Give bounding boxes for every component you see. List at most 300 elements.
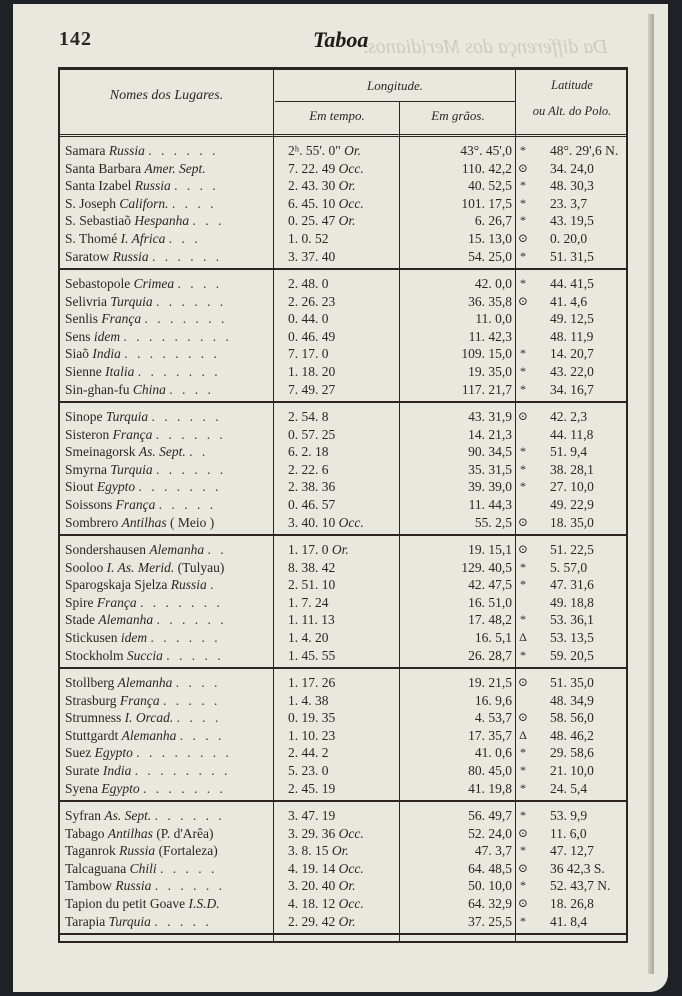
longitude-direction: Occ. <box>338 514 364 530</box>
place-name: Stockholm <box>65 647 124 663</box>
page-number: 142 <box>59 28 92 50</box>
place-name: Syena <box>65 780 98 796</box>
circled-dot-icon: ⊙ <box>517 710 529 725</box>
longitude-time: 8. 38. 42 <box>288 559 336 575</box>
asterisk-icon: * <box>520 559 526 574</box>
table-group <box>60 402 626 536</box>
table-row <box>60 842 626 860</box>
table-row <box>60 825 626 843</box>
leader-dots: . . . . . . . <box>140 594 223 610</box>
page-edge-shadow <box>648 14 654 974</box>
circled-dot-icon: ⊙ <box>517 675 529 689</box>
table-row <box>60 230 626 248</box>
longitude-time-cell <box>288 230 403 248</box>
table-row <box>60 514 626 532</box>
longitude-degrees: 64. 48,5 <box>468 860 512 876</box>
longitude-time-cell <box>288 709 403 727</box>
longitude-time-cell <box>288 842 403 860</box>
place-cell <box>65 160 273 178</box>
leader-dots: . . . . . . <box>156 612 227 628</box>
place-cell <box>65 576 273 594</box>
place-region: Russia <box>134 178 171 194</box>
longitude-time: 1. 18. 20 <box>288 364 336 379</box>
leader-dots: . . . <box>192 213 225 229</box>
place-extra: ( Meio ) <box>170 514 215 530</box>
page-title: Taboa <box>313 27 369 52</box>
asterisk-icon: * <box>520 913 526 928</box>
leader-dots: . . . . <box>175 675 221 690</box>
place-name: Suez <box>65 745 92 761</box>
place-extra: (P. d'Arêa) <box>156 825 214 841</box>
place-region: Russia <box>119 843 156 859</box>
asterisk-icon: * <box>520 364 526 378</box>
longitude-time-cell <box>288 762 403 780</box>
place-cell <box>65 860 273 878</box>
longitude-degrees: 16. 51,0 <box>468 594 512 610</box>
leader-dots: . . . <box>168 231 201 246</box>
circled-dot-icon: ⊙ <box>517 231 529 245</box>
longitude-time-cell <box>288 877 403 895</box>
place-name: Sondershausen <box>65 542 146 557</box>
place-cell <box>65 559 273 577</box>
longitude-time: 0. 19. 35 <box>288 710 336 726</box>
leader-dots: . . . . . . <box>156 293 227 309</box>
meridian-table <box>58 67 628 943</box>
longitude-time: 0. 46. 49 <box>288 328 336 344</box>
latitude: 43. 22,0 <box>550 364 594 379</box>
asterisk-icon: * <box>520 612 526 627</box>
longitude-time-cell <box>288 478 403 496</box>
longitude-time-cell <box>288 142 403 160</box>
longitude-time-cell <box>288 692 403 710</box>
place-region: França <box>112 426 153 442</box>
place-region: I. Africa <box>120 231 166 246</box>
longitude-time-cell <box>288 895 403 913</box>
place-cell <box>65 744 273 762</box>
longitude-direction: Or. <box>338 178 356 194</box>
table-row <box>60 576 626 594</box>
latitude: 51. 9,4 <box>550 444 588 460</box>
table-header <box>60 70 626 137</box>
place-cell <box>65 230 273 248</box>
longitude-time-cell <box>288 576 403 594</box>
longitude-degrees: 41. 0,6 <box>474 745 512 761</box>
longitude-degrees: 11. 44,3 <box>468 497 512 512</box>
place-region: França <box>96 594 137 610</box>
latitude: 36 42,3 S. <box>550 860 605 876</box>
longitude-time-cell <box>288 807 403 825</box>
latitude: 18. 35,0 <box>550 514 594 530</box>
asterisk-icon: * <box>520 444 526 459</box>
place-name: Santa Barbara <box>65 160 142 176</box>
table-row <box>60 807 626 825</box>
latitude: 58. 56,0 <box>550 710 594 726</box>
longitude-degrees: 4. 53,7 <box>474 710 512 726</box>
longitude-degrees: 39. 39,0 <box>468 479 512 495</box>
place-region: Russia <box>115 878 152 894</box>
latitude: 51. 22,5 <box>550 542 594 557</box>
longitude-time: 2. 51. 10 <box>288 577 336 593</box>
leader-dots: . . . . . . . . <box>124 346 220 362</box>
longitude-time-cell <box>288 160 403 178</box>
table-row <box>60 345 626 363</box>
table-group <box>60 801 626 935</box>
longitude-time: 7. 49. 27 <box>288 381 336 397</box>
place-cell <box>65 629 273 647</box>
place-extra: (Fortaleza) <box>158 843 218 859</box>
table-row <box>60 381 626 399</box>
place-cell <box>65 674 273 692</box>
longitude-time: 2. 38. 36 <box>288 479 336 495</box>
longitude-time-cell <box>288 195 403 213</box>
asterisk-icon: * <box>520 878 526 893</box>
leader-dots: . . . . . <box>166 647 224 663</box>
place-cell <box>65 212 273 230</box>
place-name: Sooloo <box>65 559 104 575</box>
leader-dots: . . . . . . . <box>138 479 222 495</box>
latitude: 48. 11,9 <box>550 328 594 344</box>
circled-dot-icon: ⊙ <box>517 860 529 875</box>
place-region: França <box>119 692 160 708</box>
longitude-time: 3. 20. 40 <box>288 878 336 894</box>
longitude-time-cell <box>288 780 403 798</box>
table-row <box>60 913 626 931</box>
longitude-time: 2. 54. 8 <box>288 409 329 424</box>
place-region: Alemanha <box>117 675 173 690</box>
place-region: India <box>92 346 121 362</box>
longitude-time: 2. 43. 30 <box>288 178 336 194</box>
longitude-time-cell <box>288 559 403 577</box>
longitude-direction: Occ. <box>338 825 364 841</box>
place-cell <box>65 762 273 780</box>
asterisk-icon: * <box>520 213 526 228</box>
place-region: Hespanha <box>134 213 190 229</box>
latitude: 29. 58,6 <box>550 745 594 761</box>
header-names: Nomes dos Lugares. <box>109 88 224 103</box>
longitude-time: 2. 29. 42 <box>288 913 336 929</box>
place-region: Californ. <box>119 195 169 211</box>
table-group <box>60 535 626 669</box>
place-region: India <box>102 763 132 778</box>
place-cell <box>65 195 273 213</box>
table-group <box>60 668 626 802</box>
place-region: França <box>115 497 156 512</box>
table-row <box>60 541 626 559</box>
latitude: 18. 26,8 <box>550 896 594 911</box>
place-cell <box>65 594 273 612</box>
place-name: Samara <box>65 143 106 158</box>
longitude-time: 1. 4. 20 <box>288 630 329 645</box>
longitude-time: 5. 23. 0 <box>288 763 329 778</box>
place-cell <box>65 842 273 860</box>
place-name: Sebastopole <box>65 276 131 291</box>
header-longitude: Longitude. <box>367 78 423 93</box>
header-latitude: Latitude <box>551 78 593 92</box>
leader-dots: . . . . . . <box>152 248 223 264</box>
longitude-degrees: 26. 28,7 <box>468 647 512 663</box>
table-row <box>60 674 626 692</box>
longitude-time: 1. 7. 24 <box>288 594 329 610</box>
latitude: 49. 12,5 <box>550 311 594 327</box>
table-row <box>60 142 626 160</box>
leader-dots: . . . . . . <box>154 808 225 823</box>
asterisk-icon: * <box>520 577 526 592</box>
latitude: 23. 3,7 <box>550 195 588 211</box>
place-name: Stickusen <box>65 630 118 645</box>
place-cell <box>65 293 273 311</box>
place-region: Turquia <box>110 461 153 477</box>
longitude-time-cell <box>288 212 403 230</box>
table-row <box>60 647 626 665</box>
place-name: Smyrna <box>65 461 107 477</box>
longitude-degrees: 80. 45,0 <box>468 763 512 778</box>
latitude: 53. 13,5 <box>550 630 594 645</box>
longitude-time: 1. 4. 38 <box>288 692 329 708</box>
longitude-time-cell <box>288 248 403 266</box>
table-row <box>60 877 626 895</box>
table-row <box>60 293 626 311</box>
longitude-degrees: 6. 26,7 <box>474 213 512 229</box>
place-region: I. As. Merid. <box>106 559 175 575</box>
header-em-tempo: Em tempo. <box>309 108 365 123</box>
leader-dots: . . <box>207 542 227 557</box>
table-row <box>60 212 626 230</box>
longitude-time: 0. 57. 25 <box>288 426 336 442</box>
place-region: Russia <box>108 143 145 158</box>
table-row <box>60 692 626 710</box>
latitude: 41. 4,6 <box>550 293 588 309</box>
place-cell <box>65 807 273 825</box>
longitude-degrees: 43°. 45',0 <box>460 143 512 158</box>
place-region: Turquia <box>110 293 153 309</box>
longitude-direction: Occ. <box>338 860 364 876</box>
longitude-time-cell <box>288 408 403 426</box>
table-row <box>60 762 626 780</box>
leader-dots: . . . . . . . <box>137 364 221 379</box>
latitude: 49. 18,8 <box>550 594 594 610</box>
leader-dots: . . <box>189 444 209 460</box>
leader-dots: . . . . . <box>163 692 221 708</box>
leader-dots: . . . . . . . . <box>136 745 232 761</box>
asterisk-icon: * <box>520 143 526 157</box>
longitude-degrees: 56. 49,7 <box>468 808 512 823</box>
place-region: I. Orcad. <box>124 710 174 726</box>
table-row <box>60 195 626 213</box>
longitude-time: 3. 8. 15 <box>288 843 329 859</box>
latitude: 44. 41,5 <box>550 276 594 291</box>
circled-dot-icon: ⊙ <box>517 542 529 556</box>
place-name: S. Joseph <box>65 195 117 211</box>
place-name: Smeinagorsk <box>65 444 136 460</box>
place-cell <box>65 478 273 496</box>
longitude-time: 7. 17. 0 <box>288 346 329 362</box>
longitude-time: 3. 29. 36 <box>288 825 336 841</box>
table-group <box>60 136 626 270</box>
longitude-degrees: 40. 52,5 <box>468 178 512 194</box>
longitude-degrees: 37. 25,5 <box>468 913 512 929</box>
place-name: Tapion du petit Goave <box>65 896 186 911</box>
place-extra: (Tulyau) <box>177 559 225 575</box>
table-row <box>60 780 626 798</box>
latitude: 43. 19,5 <box>550 213 594 229</box>
longitude-degrees: 36. 35,8 <box>468 293 512 309</box>
longitude-time-cell <box>288 345 403 363</box>
longitude-time-cell <box>288 293 403 311</box>
longitude-time: 3. 40. 10 <box>288 514 336 530</box>
latitude: 38. 28,1 <box>550 461 594 477</box>
place-cell <box>65 895 273 913</box>
table-row <box>60 709 626 727</box>
longitude-time: 1. 10. 23 <box>288 727 336 743</box>
longitude-degrees: 16. 5,1 <box>474 630 512 645</box>
leader-dots: . . . . . . <box>155 426 226 442</box>
latitude: 53. 36,1 <box>550 612 594 628</box>
longitude-time: 4. 19. 14 <box>288 860 336 876</box>
longitude-time: 2. 22. 6 <box>288 461 329 477</box>
longitude-degrees: 52. 24,0 <box>468 825 512 841</box>
longitude-time: 1. 45. 55 <box>288 647 336 663</box>
place-cell <box>65 248 273 266</box>
place-name: Sens <box>65 328 91 344</box>
place-region: Alemanha <box>98 612 154 628</box>
longitude-degrees: 19. 15,1 <box>468 542 512 557</box>
circled-dot-icon: ⊙ <box>517 409 529 423</box>
circled-dot-icon: ⊙ <box>517 514 529 529</box>
longitude-degrees: 14. 21,3 <box>468 426 512 442</box>
place-region: As. Sept. <box>104 808 152 823</box>
asterisk-icon: * <box>520 647 526 662</box>
latitude: 51. 35,0 <box>550 675 594 690</box>
place-region: As. Sept. <box>138 444 186 460</box>
longitude-time: 2. 45. 19 <box>288 780 336 796</box>
circled-dot-icon: ⊙ <box>517 160 529 175</box>
place-cell <box>65 913 273 931</box>
table-row <box>60 160 626 178</box>
place-cell <box>65 877 273 895</box>
place-name: S. Sebastiaõ <box>65 213 131 229</box>
place-name: Siaõ <box>65 346 90 362</box>
longitude-time-cell <box>288 727 403 745</box>
triangle-icon: Δ <box>519 727 527 742</box>
place-region: Chili <box>129 860 157 876</box>
longitude-degrees: 19. 21,5 <box>468 675 512 690</box>
place-name: Strasburg <box>65 692 117 708</box>
place-name: S. Thomé <box>65 231 118 246</box>
table-row <box>60 594 626 612</box>
latitude: 42. 2,3 <box>550 409 588 424</box>
table-group <box>60 269 626 403</box>
longitude-time-cell <box>288 328 403 346</box>
longitude-degrees: 55. 2,5 <box>474 514 512 530</box>
longitude-divider <box>275 101 515 102</box>
longitude-time-cell <box>288 381 403 399</box>
place-cell <box>65 381 273 399</box>
longitude-time-cell <box>288 310 403 328</box>
latitude: 51. 31,5 <box>550 248 594 264</box>
longitude-direction: Or. <box>331 542 349 557</box>
latitude: 47. 31,6 <box>550 577 594 593</box>
longitude-direction: Occ. <box>338 160 364 176</box>
longitude-time: 7. 22. 49 <box>288 160 336 176</box>
place-region: Succia <box>126 647 163 663</box>
table-row <box>60 275 626 293</box>
latitude: 34. 24,0 <box>550 160 594 176</box>
latitude: 27. 10,0 <box>550 479 594 495</box>
longitude-time-cell <box>288 514 403 532</box>
place-cell <box>65 177 273 195</box>
table-row <box>60 363 626 381</box>
place-region: Russia <box>112 248 149 264</box>
asterisk-icon: * <box>520 745 526 760</box>
longitude-time: 0. 46. 57 <box>288 497 336 512</box>
longitude-time: 2. 44. 2 <box>288 745 329 761</box>
place-name: Sisteron <box>65 426 110 442</box>
table-row <box>60 478 626 496</box>
longitude-time-cell <box>288 443 403 461</box>
longitude-time-cell <box>288 611 403 629</box>
place-region: Alemanha <box>121 727 177 743</box>
table-row <box>60 461 626 479</box>
leader-dots: . . . . . <box>154 913 212 929</box>
longitude-degrees: 15. 13,0 <box>468 231 512 246</box>
place-region: idem <box>120 630 148 645</box>
place-cell <box>65 780 273 798</box>
longitude-direction: Or. <box>338 913 356 929</box>
place-name: Sin-ghan-fu <box>65 381 130 397</box>
leader-dots: . . . . . . <box>154 878 225 894</box>
latitude: 48. 30,3 <box>550 178 594 194</box>
table-row <box>60 744 626 762</box>
longitude-time-cell <box>288 825 403 843</box>
asterisk-icon: * <box>520 763 526 777</box>
circled-dot-icon: ⊙ <box>517 293 529 308</box>
leader-dots: . . . . . <box>160 860 218 876</box>
table-row <box>60 443 626 461</box>
place-name: Selivria <box>65 293 107 309</box>
longitude-degrees: 17. 48,2 <box>468 612 512 628</box>
place-name: Spire <box>65 594 94 610</box>
longitude-degrees: 129. 40,5 <box>461 559 512 575</box>
place-cell <box>65 408 273 426</box>
place-name: Sinope <box>65 409 103 424</box>
table-row <box>60 328 626 346</box>
table-row <box>60 177 626 195</box>
leader-dots: . . . . . . <box>156 461 227 477</box>
longitude-time: 4. 18. 12 <box>288 896 336 911</box>
longitude-degrees: 110. 42,2 <box>461 160 512 176</box>
longitude-degrees: 41. 19,8 <box>468 780 512 796</box>
place-name: Soissons <box>65 497 113 512</box>
leader-dots: . . . . . . <box>151 409 222 424</box>
leader-dots: . . . . . . <box>150 630 221 645</box>
latitude: 48. 46,2 <box>550 727 594 743</box>
table-row <box>60 860 626 878</box>
place-name: Talcaguana <box>65 860 127 876</box>
asterisk-icon: * <box>520 479 526 494</box>
place-cell <box>65 142 273 160</box>
latitude: 48°. 29',6 N. <box>550 143 619 158</box>
longitude-degrees: 11. 0,0 <box>475 311 512 327</box>
place-cell <box>65 514 273 532</box>
table-row <box>60 310 626 328</box>
leader-dots: . . . . <box>169 381 214 397</box>
longitude-time: 0. 44. 0 <box>288 311 329 327</box>
place-cell <box>65 541 273 559</box>
longitude-degrees: 64. 32,9 <box>468 896 512 911</box>
place-region: Amer. Sept. <box>144 160 206 176</box>
place-region: Egypto <box>94 745 133 761</box>
longitude-direction: Or. <box>331 843 349 859</box>
